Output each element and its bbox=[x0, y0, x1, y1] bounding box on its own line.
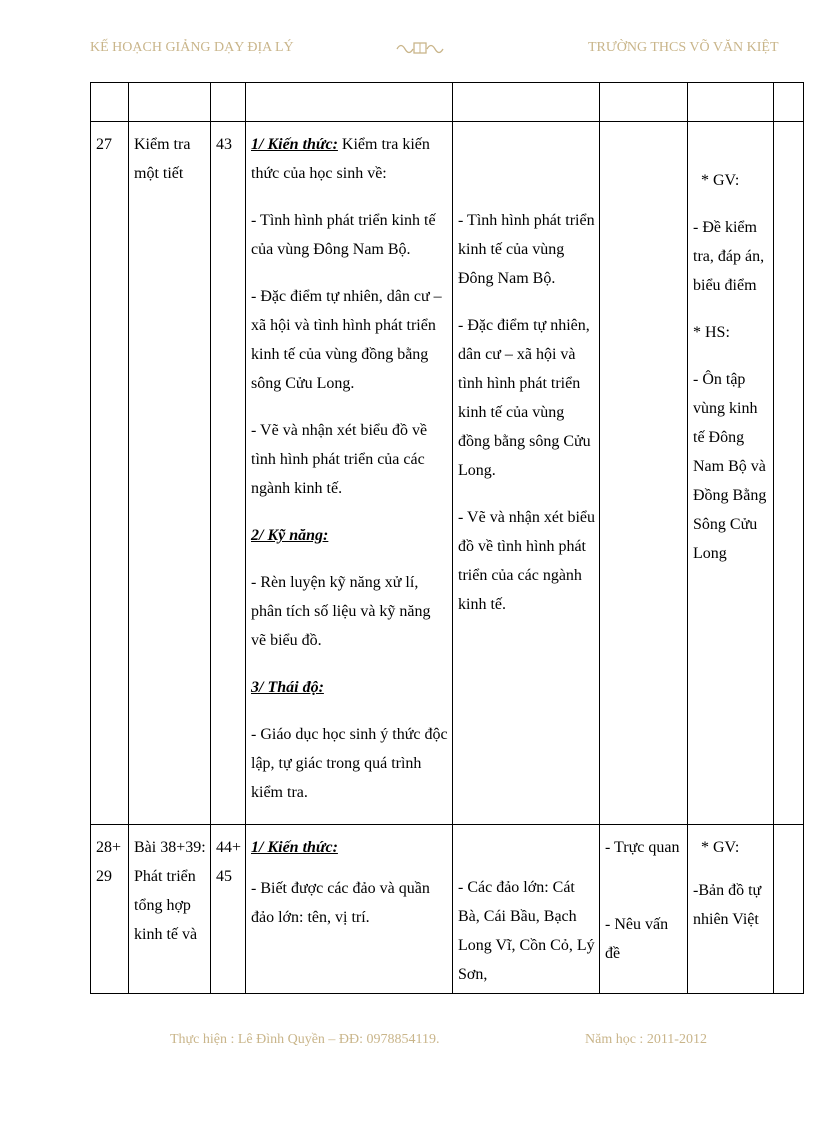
objectives-cell bbox=[246, 122, 453, 825]
table-cell bbox=[453, 83, 600, 122]
footer-author: Thực hiện : Lê Đình Quyền – ĐĐ: 0978854119. bbox=[170, 1032, 440, 1047]
objective-item: - Tình hình phát triển kinh tế của vùng Đông Nam Bộ. bbox=[251, 212, 436, 258]
header-ornament bbox=[395, 40, 445, 61]
notes-cell bbox=[774, 122, 804, 825]
method-item: - Trực quan bbox=[605, 839, 680, 856]
prep-item: -Bản đồ tự nhiên Việt bbox=[693, 882, 762, 928]
objective-item: - Vẽ và nhận xét biểu đồ về tình hình phát triển của các ngành kinh tế. bbox=[251, 422, 428, 497]
lesson-plan-table bbox=[90, 82, 804, 994]
table-cell bbox=[688, 83, 774, 122]
attitude-heading: 3/ Thái độ: bbox=[251, 679, 324, 696]
table-cell bbox=[211, 83, 246, 122]
period-cell: 44+ 45 bbox=[211, 825, 246, 994]
skills-heading: 2/ Kỹ năng: bbox=[251, 527, 329, 544]
objectives-cell bbox=[246, 825, 453, 994]
ornament-icon bbox=[395, 40, 445, 56]
table-cell bbox=[774, 83, 804, 122]
table-cell bbox=[246, 83, 453, 122]
table-cell bbox=[600, 83, 688, 122]
prep-item: * GV: bbox=[701, 839, 740, 856]
prep-item: * GV: bbox=[701, 172, 740, 189]
prep-item: * HS: bbox=[693, 324, 730, 341]
table-cell bbox=[129, 83, 211, 122]
content-cell bbox=[453, 825, 600, 994]
lesson-cell: Bài 38+39: Phát triển tổng hợp kinh tế và bbox=[129, 825, 211, 994]
table-row bbox=[91, 825, 804, 994]
table-row bbox=[91, 122, 804, 825]
prep-item: - Ôn tập vùng kinh tế Đông Nam Bộ và Đồng Bằng Sông Cửu Long bbox=[693, 371, 767, 562]
header-school: TRƯỜNG THCS VÕ VĂN KIỆT bbox=[588, 40, 779, 55]
week-cell: 28+ 29 bbox=[91, 825, 129, 994]
notes-cell bbox=[774, 825, 804, 994]
knowledge-paragraph bbox=[251, 130, 448, 188]
footer-year: Năm học : 2011-2012 bbox=[585, 1032, 707, 1047]
preparation-cell bbox=[688, 825, 774, 994]
table-row bbox=[91, 83, 804, 122]
table-cell bbox=[91, 83, 129, 122]
objective-item: - Đặc điểm tự nhiên, dân cư – xã hội và tình hình phát triển kinh tế của vùng đồng bằng sông Cửu Long. bbox=[251, 288, 442, 392]
knowledge-heading: 1/ Kiến thức: bbox=[251, 839, 338, 856]
knowledge-intro: Kiểm tra kiến thức của học sinh về: bbox=[251, 136, 430, 182]
objective-item: - Biết được các đảo và quần đảo lớn: tên, vị trí. bbox=[251, 880, 430, 926]
prep-item: - Đề kiểm tra, đáp án, biểu điểm bbox=[693, 219, 765, 294]
preparation-cell bbox=[688, 122, 774, 825]
content-item: - Đặc điểm tự nhiên, dân cư – xã hội và tình hình phát triển kinh tế của vùng đồng bằng sông Cửu Long. bbox=[458, 317, 591, 479]
content-item: - Tình hình phát triển kinh tế của vùng Đông Nam Bộ. bbox=[458, 212, 595, 287]
week-cell: 27 bbox=[91, 122, 129, 825]
objective-item: - Giáo dục học sinh ý thức độc lập, tự giác trong quá trình kiểm tra. bbox=[251, 726, 448, 801]
header-title: KẾ HOẠCH GIẢNG DẠY ĐỊA LÝ bbox=[90, 40, 294, 55]
methods-cell bbox=[600, 825, 688, 994]
lesson-cell: Kiểm tra một tiết bbox=[129, 122, 211, 825]
content-item: - Các đảo lớn: Cát Bà, Cái Bầu, Bạch Long Vĩ, Cồn Cỏ, Lý Sơn, bbox=[458, 879, 595, 983]
period-cell: 43 bbox=[211, 122, 246, 825]
knowledge-heading: 1/ Kiến thức: bbox=[251, 136, 338, 153]
objective-item: - Rèn luyện kỹ năng xử lí, phân tích số liệu và kỹ năng vẽ biểu đồ. bbox=[251, 574, 431, 649]
content-cell bbox=[453, 122, 600, 825]
method-item: - Nêu vấn đề bbox=[605, 916, 669, 962]
content-item: - Vẽ và nhận xét biểu đồ về tình hình phát triển của các ngành kinh tế. bbox=[458, 509, 595, 613]
methods-cell bbox=[600, 122, 688, 825]
